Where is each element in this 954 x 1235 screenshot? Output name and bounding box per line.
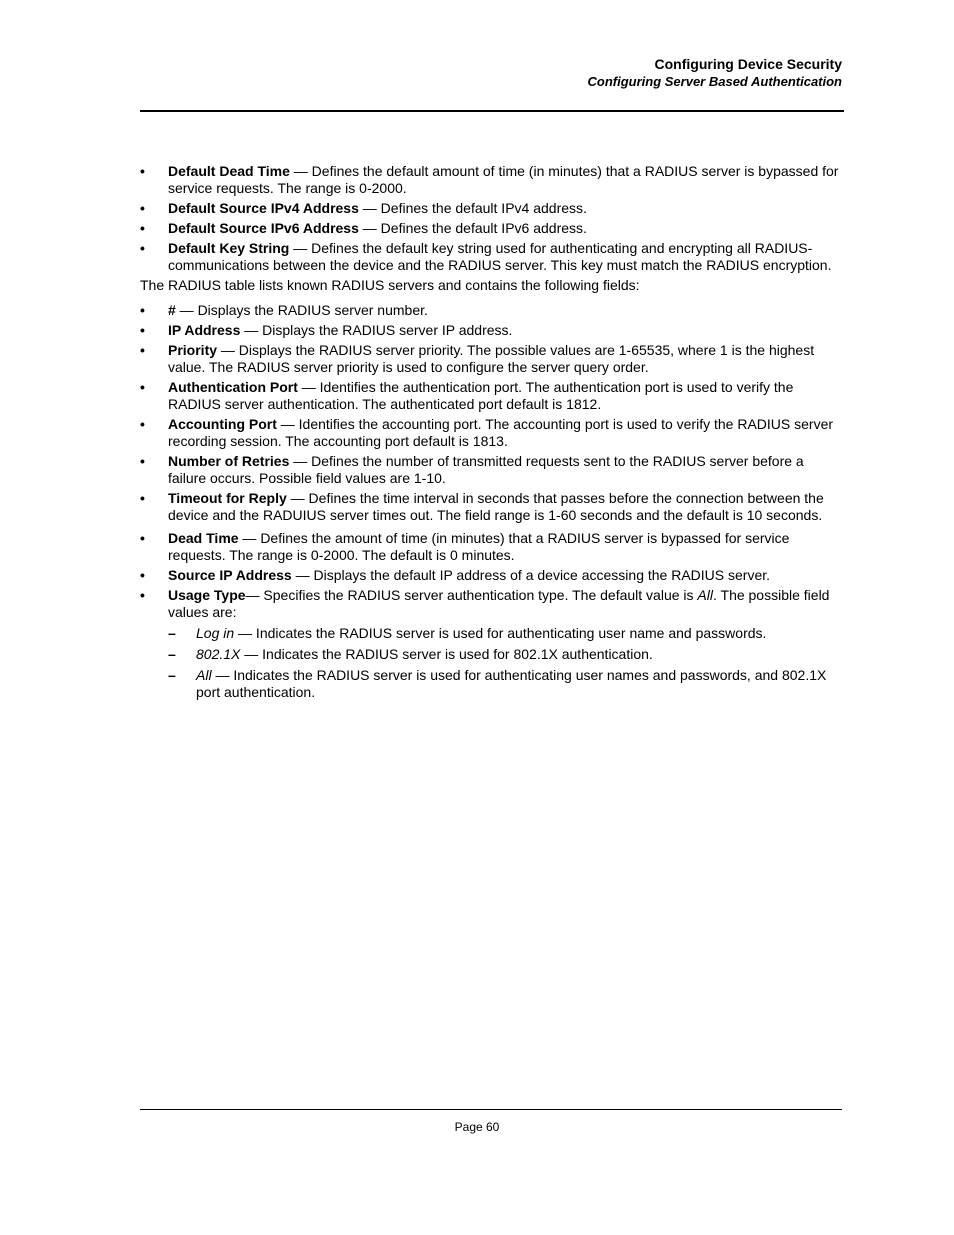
item-term: Source IP Address bbox=[168, 567, 292, 583]
item-desc: — Defines the default IPv4 address. bbox=[358, 200, 587, 216]
sub-list-item bbox=[168, 646, 844, 663]
list-item bbox=[140, 530, 844, 564]
list-item bbox=[140, 322, 844, 339]
item-desc: — Defines the amount of time (in minutes) that a RADIUS server is bypassed for service requests. The range is 0-2000. The default is 0 minutes. bbox=[168, 530, 790, 563]
footer-rule bbox=[140, 1109, 842, 1110]
item-term: Default Dead Time bbox=[168, 163, 290, 179]
list-item bbox=[140, 163, 844, 197]
sub-list-item bbox=[168, 667, 844, 701]
item-term: Default Source IPv6 Address bbox=[168, 220, 359, 236]
page-header bbox=[588, 55, 843, 90]
table-intro: The RADIUS table lists known RADIUS servers and contains the following fields: bbox=[140, 277, 640, 293]
fields-list bbox=[140, 302, 844, 701]
bullet-icon: • bbox=[140, 302, 145, 318]
list-item bbox=[140, 453, 844, 487]
item-term: Number of Retries bbox=[168, 453, 290, 469]
dash-icon: – bbox=[168, 646, 176, 662]
item-term: Authentication Port bbox=[168, 379, 298, 395]
bullet-icon: • bbox=[140, 416, 145, 432]
value-desc: — Indicates the RADIUS server is used for 802.1X authentication. bbox=[240, 646, 653, 662]
item-term: Timeout for Reply bbox=[168, 490, 287, 506]
section-title: Configuring Server Based Authentication bbox=[587, 74, 842, 89]
bullet-icon: • bbox=[140, 490, 145, 506]
bullet-icon: • bbox=[140, 453, 145, 469]
item-term: Default Source IPv4 Address bbox=[168, 200, 359, 216]
bullet-icon: • bbox=[140, 200, 145, 216]
page-body bbox=[140, 163, 844, 705]
item-desc: — Identifies the accounting port. The accounting port is used to verify the RADIUS server recording session. The accounting port default is 1813. bbox=[168, 416, 834, 449]
item-term: # bbox=[168, 302, 176, 318]
item-term: Accounting Port bbox=[168, 416, 277, 432]
item-desc: — Defines the time interval in seconds that passes before the connection between the device and the RADUIUS server times out. The field range is 1-60 seconds and the default is 10 seconds. bbox=[168, 490, 824, 523]
item-desc: — Displays the default IP address of a device accessing the RADIUS server. bbox=[291, 567, 771, 583]
bullet-icon: • bbox=[140, 379, 145, 395]
dash-icon: – bbox=[168, 667, 176, 683]
bullet-icon: • bbox=[140, 530, 145, 546]
item-term: Priority bbox=[168, 342, 218, 358]
list-item bbox=[140, 302, 844, 319]
bullet-icon: • bbox=[140, 587, 145, 603]
item-desc: — Displays the RADIUS server number. bbox=[175, 302, 428, 318]
page-number: Page 60 bbox=[454, 1120, 500, 1134]
sub-list-item bbox=[168, 625, 844, 642]
list-item bbox=[140, 490, 844, 524]
item-desc: — Specifies the RADIUS server authentication type. The default value is bbox=[245, 587, 698, 603]
dash-icon: – bbox=[168, 625, 176, 641]
usage-values-list bbox=[168, 625, 844, 701]
bullet-icon: • bbox=[140, 322, 145, 338]
list-item bbox=[140, 416, 844, 450]
list-item bbox=[140, 587, 844, 701]
list-item bbox=[140, 200, 844, 217]
bullet-icon: • bbox=[140, 240, 145, 256]
bullet-icon: • bbox=[140, 342, 145, 358]
list-item bbox=[140, 379, 844, 413]
bullet-icon: • bbox=[140, 163, 145, 179]
bullet-icon: • bbox=[140, 220, 145, 236]
bullet-icon: • bbox=[140, 567, 145, 583]
item-term: Dead Time bbox=[168, 530, 239, 546]
header-rule bbox=[140, 110, 844, 112]
value-name: 802.1X bbox=[196, 646, 241, 662]
item-desc: — Defines the default key string used for authenticating and encrypting all RADIUS-communications between the device and the RADIUS server. This key must match the RADIUS encryption. bbox=[168, 240, 832, 273]
value-name: All bbox=[196, 667, 212, 683]
value-desc: — Indicates the RADIUS server is used for authenticating user name and passwords. bbox=[234, 625, 767, 641]
item-desc: — Defines the number of transmitted requests sent to the RADIUS server before a failure occurs. Possible field values are 1-10. bbox=[168, 453, 804, 486]
default-value: All bbox=[697, 587, 713, 603]
item-desc: — Defines the default amount of time (in minutes) that a RADIUS server is bypassed for service requests. The range is 0-2000. bbox=[168, 163, 839, 196]
item-desc: — Displays the RADIUS server IP address. bbox=[240, 322, 513, 338]
list-item bbox=[140, 220, 844, 237]
list-item bbox=[140, 567, 844, 584]
item-desc: — Defines the default IPv6 address. bbox=[358, 220, 587, 236]
value-name: Log in bbox=[196, 625, 235, 641]
chapter-title: Configuring Device Security bbox=[654, 56, 842, 72]
item-desc: — Identifies the authentication port. The authentication port is used to verify the RADIUS server authentication. The authenticated port default is 1812. bbox=[168, 379, 794, 412]
value-desc: — Indicates the RADIUS server is used for authenticating user names and passwords, and 802.1X port authentication. bbox=[196, 667, 827, 700]
settings-list bbox=[140, 163, 844, 274]
item-term: Usage Type bbox=[168, 587, 246, 603]
item-desc-end: . The possible field values are: bbox=[168, 587, 830, 620]
item-desc: — Displays the RADIUS server priority. The possible values are 1-65535, where 1 is the highest value. The RADIUS server priority is used to configure the server query order. bbox=[168, 342, 815, 375]
item-term: Default Key String bbox=[168, 240, 290, 256]
item-term: IP Address bbox=[168, 322, 241, 338]
list-item bbox=[140, 240, 844, 274]
list-item bbox=[140, 342, 844, 376]
